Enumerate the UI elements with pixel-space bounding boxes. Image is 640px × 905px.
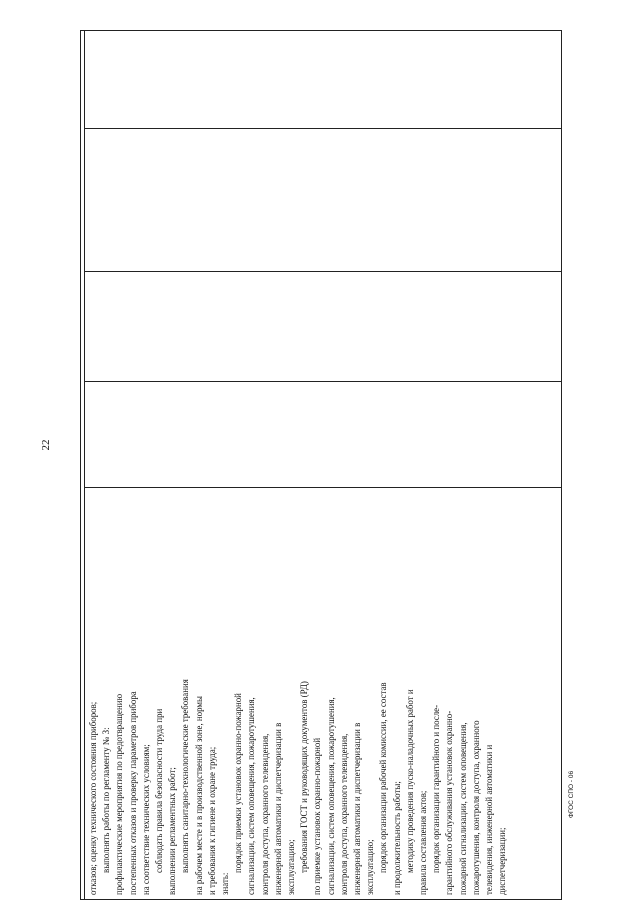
- requirement-line: контроля доступа, охранного телевидения,: [259, 733, 270, 895]
- requirement-line: диспетчеризации;: [497, 827, 508, 895]
- requirement-line: на соответствие технических условиям;: [140, 744, 151, 895]
- competency-table: [80, 30, 562, 900]
- requirement-line: по приемке установок охранно-пожарной: [312, 737, 323, 895]
- requirement-line: и продолжительность работы;: [391, 781, 402, 895]
- requirement-line: порядок организации рабочей комиссии, ее состав: [378, 682, 389, 873]
- requirement-line: гарантийного обслуживания установок охранно-: [444, 710, 455, 895]
- requirement-line: постепенных отказов и проверку параметров прибора: [127, 691, 138, 895]
- page-number: 22: [40, 439, 52, 451]
- table-row-divider: [84, 271, 561, 272]
- footer-code: ФГОС СПО - 06: [568, 770, 575, 818]
- requirement-line: выполнении регламентных работ;: [167, 767, 178, 895]
- requirement-line: и требования к гигиене и охране труда;: [206, 746, 217, 895]
- requirement-line: выполнять санитарно-технологические требования: [180, 679, 191, 873]
- requirements-cell: [84, 487, 562, 899]
- requirement-line: телевидения, инженерной автоматики и: [484, 744, 495, 895]
- requirement-line: сигнализации, систем оповещения, пожаротушения,: [246, 697, 257, 895]
- requirement-line: пожаротушения, контроля доступа, охранного: [470, 720, 481, 895]
- requirement-line: сигнализации, систем оповещения, пожаротушения,: [325, 697, 336, 895]
- requirement-line: знать:: [220, 872, 231, 895]
- requirement-line: пожарной сигнализации, систем оповещения,: [457, 722, 468, 895]
- requirement-line: эксплуатацию;: [365, 839, 376, 895]
- requirement-line: выполнять работы по регламенту № 3:: [101, 727, 112, 873]
- requirement-line: требования ГОСТ и руководящих документов (РД): [299, 681, 310, 873]
- table-row-divider: [84, 128, 561, 129]
- requirement-line: инженерной автоматики и диспетчеризации в: [352, 722, 363, 895]
- requirement-line: порядок организации гарантийного и после-: [431, 704, 442, 873]
- requirement-line: эксплуатацию;: [286, 839, 297, 895]
- requirement-line: контроля доступа, охранного телевидения,: [338, 733, 349, 895]
- requirement-line: профилактические мероприятия по предотвращению: [114, 693, 125, 895]
- requirement-line: соблюдать правила безопасности труда при: [154, 708, 165, 873]
- requirement-line: на рабочем месте и в производственной зоне, нормы: [193, 696, 204, 895]
- requirement-line: инженерной автоматики и диспетчеризации в: [272, 722, 283, 895]
- requirement-line: правила составления актов;: [418, 790, 429, 895]
- requirement-line: отказов; оценку технического состояния приборов;: [88, 701, 98, 895]
- requirement-line: порядок приемки установок охранно-пожарной: [233, 693, 244, 873]
- requirements-text: [84, 487, 562, 899]
- table-row-divider: [84, 381, 561, 382]
- requirement-line: методику проведения пуско-наладочных работ и: [404, 689, 415, 873]
